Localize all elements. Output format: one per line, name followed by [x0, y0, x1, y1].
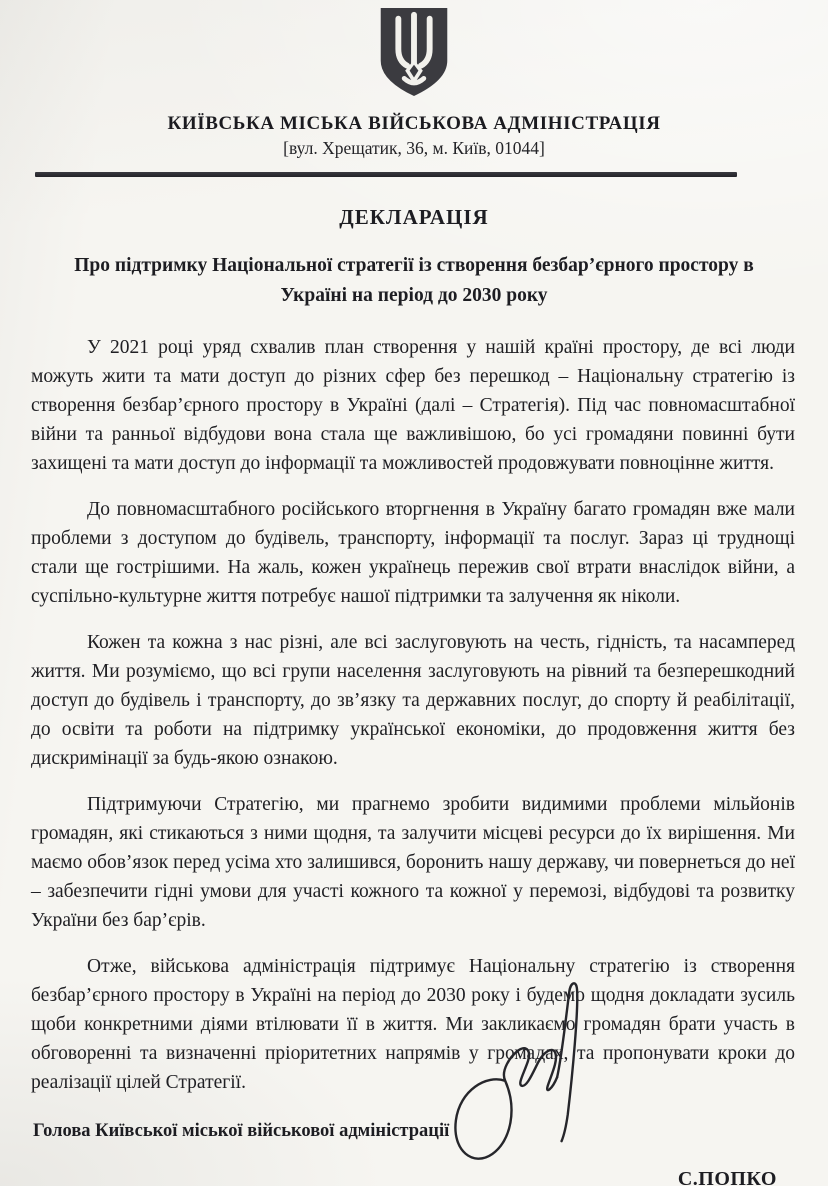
document-title: ДЕКЛАРАЦІЯ: [339, 205, 489, 229]
paragraph-4: Підтримуючи Стратегію, ми прагнемо зробити видимими проблеми мільйонів громадян, які стикаються з ними щодня, та залучити місцеві ресурси до їх вирішення. Ми маємо обов’язок перед усіма хто залишився, боронить нашу державу, чи повернеться до неї – забезпечити гідні умови для участі кожного та кожної у перемозі, відбудові та розвитку України без бар’єрів.: [31, 794, 795, 932]
paragraph-3: Кожен та кожна з нас різні, але всі заслуговують на честь, гідність, та насамперед життя. Ми розуміємо, що всі групи населення заслуговують на рівний та безперешкодний доступ до будівель і транспорту, до зв’язку та державних послуг, до спорту й реабілітації, до освіти та роботи на підтримку української економіки, до продовження життя без дискримінації за будь-якою ознакою.: [31, 632, 795, 770]
paragraph-5: Отже, військова адміністрація підтримує Національну стратегію із створення безбар’єрного простору в Україні на період до 2030 року і будемо щодня докладати зусиль щоби конкретними діями втілювати її в життя. Ми закликаємо громадян брати участь в обговоренні та визначенні пріоритетних напрямів у громадах, та пропонувати кроки до реалізації цілей Стратегії.: [31, 956, 795, 1094]
header-divider: [35, 172, 737, 177]
signature-block: [33, 1121, 795, 1186]
signer-position-title: Голова Київської міської військової адміністрації: [33, 1121, 450, 1142]
emblem-container: [0, 0, 828, 98]
paragraph-2: До повномасштабного російського вторгнення в Україну багато громадян вже мали проблеми з доступом до будівель, транспорту, інформації та послуг. Зараз ці труднощі стали ще гострішими. На жаль, кожен українець пережив свої втрати внаслідок війни, а суспільно-культурне життя потребує нашої підтримки та залучення як ніколи.: [31, 499, 795, 608]
document-body: [31, 333, 795, 1097]
signer-name: С.ПОПКО: [677, 1168, 777, 1186]
document-subtitle: Про підтримку Національної стратегії із створення безбар’єрного простору в Україні на період до 2030 року: [74, 255, 754, 307]
organization-address: [вул. Хрещатик, 36, м. Київ, 01044]: [283, 138, 545, 158]
coat-of-arms-icon: [373, 6, 455, 98]
paragraph-1: У 2021 році уряд схвалив план створення у нашій країні простору, де всі люди можуть жити та мати доступ до різних сфер без перешкод – Національну стратегію із створення безбар’єрного простору в Україні (далі – Стратегія). Під час повномасштабної війни та ранньої відбудови вона стала ще важливішою, бо усі громадяни повинні бути захищені та мати доступ до інформації та можливостей продовжувати повноцінне життя.: [31, 337, 795, 475]
organization-name: КИЇВСЬКА МІСЬКА ВІЙСЬКОВА АДМІНІСТРАЦІЯ: [167, 113, 661, 134]
